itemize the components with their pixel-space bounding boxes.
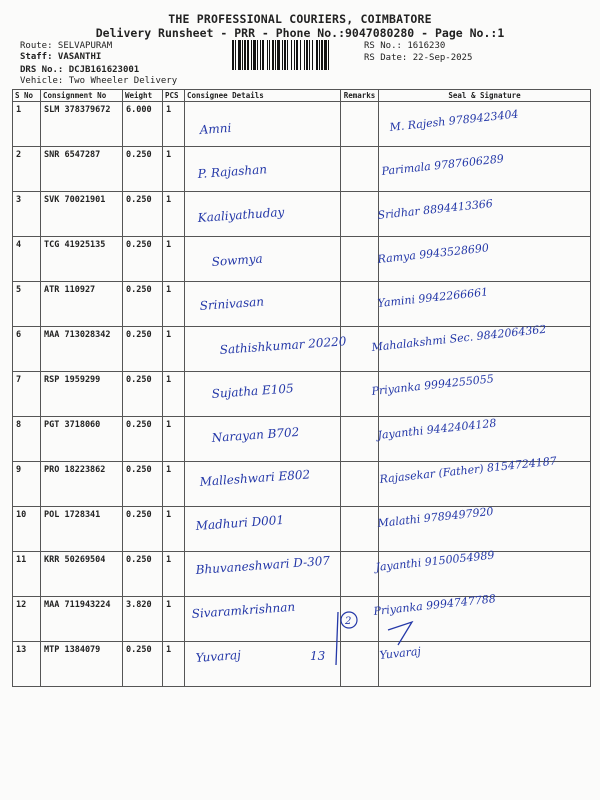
consignee-signature: Madhuri D001	[195, 512, 285, 533]
signature-cell	[379, 417, 591, 462]
sno-cell: 1	[13, 102, 41, 147]
consignment-cell: POL 1728341	[41, 507, 123, 552]
runsheet-table	[12, 89, 591, 687]
consignment-cell: KRR 50269504	[41, 552, 123, 597]
barcode-bar	[309, 40, 310, 70]
barcode-bar	[253, 40, 256, 70]
weight-cell: 3.820	[123, 597, 163, 642]
consignee-signature: Srinivasan	[199, 294, 265, 313]
weight-cell: 0.250	[123, 462, 163, 507]
weight-cell: 6.000	[123, 102, 163, 147]
table-row	[13, 102, 591, 147]
weight-cell: 0.250	[123, 417, 163, 462]
sno-cell: 13	[13, 642, 41, 687]
signature-cell	[379, 102, 591, 147]
pcs-cell: 1	[163, 147, 185, 192]
remarks-cell	[341, 642, 379, 687]
barcode-bar	[272, 40, 274, 70]
barcode-bar	[260, 40, 261, 70]
weight-cell: 0.250	[123, 147, 163, 192]
consignee-cell	[185, 192, 341, 237]
recipient-signature: Mahalakshmi Sec. 9842064362	[370, 322, 547, 354]
remarks-cell	[341, 147, 379, 192]
barcode-bar	[321, 40, 323, 70]
barcode-bar	[324, 40, 327, 70]
circled-number: 2	[345, 616, 352, 627]
sno-cell: 11	[13, 552, 41, 597]
remarks-cell	[341, 417, 379, 462]
recipient-signature: Ramya 9943528690	[376, 241, 490, 266]
recipient-signature: Priyanka 9994747788	[372, 592, 497, 618]
signature-cell	[379, 327, 591, 372]
recipient-signature: Jayanthi 9442404128	[376, 416, 498, 442]
barcode-bar	[277, 40, 280, 70]
weight-cell: 0.250	[123, 192, 163, 237]
weight-cell: 0.250	[123, 237, 163, 282]
barcode-bar	[316, 40, 318, 70]
sno-cell: 6	[13, 327, 41, 372]
recipient-signature: Yuvaraj	[378, 644, 422, 662]
pcs-cell: 1	[163, 372, 185, 417]
pcs-cell: 1	[163, 642, 185, 687]
sno-cell: 9	[13, 462, 41, 507]
consignee-signature: Bhuvaneshwari D-307	[195, 553, 331, 577]
col-weight: Weight	[123, 90, 163, 102]
consignee-cell	[185, 597, 341, 642]
table-header-row	[13, 90, 591, 102]
consignee-signature: Amni	[199, 120, 232, 137]
sno-cell: 4	[13, 237, 41, 282]
recipient-signature: Sridhar 8894413366	[376, 196, 494, 222]
table-row	[13, 462, 591, 507]
consignee-cell	[185, 147, 341, 192]
consignee-cell	[185, 237, 341, 282]
consignee-cell	[185, 552, 341, 597]
remarks-cell	[341, 102, 379, 147]
consignment-cell: MAA 713028342	[41, 327, 123, 372]
barcode-bar	[242, 40, 243, 70]
route-label: Route: SELVAPURAM	[20, 41, 113, 51]
barcode-bar	[262, 40, 264, 70]
vehicle-label: Vehicle: Two Wheeler Delivery	[20, 76, 178, 86]
pcs-cell: 1	[163, 462, 185, 507]
barcode-bar	[251, 40, 252, 70]
table-row	[13, 507, 591, 552]
barcode-bar	[269, 40, 270, 70]
signature-cell	[379, 507, 591, 552]
consignment-cell: SVK 70021901	[41, 192, 123, 237]
consignee-cell	[185, 327, 341, 372]
consignee-cell	[185, 507, 341, 552]
barcode-bar	[319, 40, 320, 70]
pcs-cell: 1	[163, 237, 185, 282]
drs-label: DRS No.: DCJB161623001	[20, 65, 140, 75]
barcode-bar	[238, 40, 241, 70]
consignee-cell	[185, 642, 341, 687]
pcs-cell: 1	[163, 552, 185, 597]
barcode-bar	[275, 40, 276, 70]
remarks-cell	[341, 237, 379, 282]
consignee-signature: Yuvaraj	[195, 647, 242, 665]
consignment-cell: MAA 711943224	[41, 597, 123, 642]
weight-cell: 0.250	[123, 372, 163, 417]
barcode-bar	[284, 40, 286, 70]
signature-cell	[379, 372, 591, 417]
table-row	[13, 282, 591, 327]
barcode-bar	[235, 40, 236, 70]
col-pcs: PCS	[163, 90, 185, 102]
rs-date-label: RS Date: 22-Sep-2025	[364, 53, 473, 63]
pcs-cell: 1	[163, 597, 185, 642]
table-row	[13, 417, 591, 462]
barcode	[232, 40, 360, 70]
sno-cell: 12	[13, 597, 41, 642]
consignment-cell: SLM 378379672	[41, 102, 123, 147]
signature-cell	[379, 462, 591, 507]
col-consignment: Consignment No	[41, 90, 123, 102]
recipient-signature: Priyanka 9994255055	[370, 372, 495, 398]
pcs-cell: 1	[163, 282, 185, 327]
col-sno: S No	[13, 90, 41, 102]
recipient-signature: Jayanthi 9150054989	[374, 548, 496, 574]
consignment-cell: RSP 1959299	[41, 372, 123, 417]
staff-label: Staff: VASANTHI	[20, 52, 102, 62]
consignment-cell: ATR 110927	[41, 282, 123, 327]
col-remarks: Remarks	[341, 90, 379, 102]
table-row	[13, 237, 591, 282]
consignee-signature: Kaaliyathuday	[197, 204, 285, 225]
weight-cell: 0.250	[123, 552, 163, 597]
col-signature: Seal & Signature	[379, 90, 591, 102]
consignee-signature: Sowmya	[211, 251, 264, 269]
consignee-cell	[185, 282, 341, 327]
consignment-cell: MTP 1384079	[41, 642, 123, 687]
pcs-cell: 1	[163, 507, 185, 552]
table-row	[13, 147, 591, 192]
signature-cell	[379, 552, 591, 597]
barcode-bar	[232, 40, 234, 70]
pcs-cell: 1	[163, 102, 185, 147]
sno-cell: 3	[13, 192, 41, 237]
remarks-cell	[341, 192, 379, 237]
consignment-cell: PRO 18223862	[41, 462, 123, 507]
pcs-cell: 1	[163, 192, 185, 237]
signature-cell	[376, 192, 591, 237]
sno-cell: 5	[13, 282, 41, 327]
weight-cell: 0.250	[123, 282, 163, 327]
table-row	[13, 597, 591, 642]
signature-cell	[379, 147, 591, 192]
weight-cell: 0.250	[123, 507, 163, 552]
runsheet-title: Delivery Runsheet - PRR - Phone No.:9047080280 - Page No.:1	[95, 26, 505, 40]
recipient-signature: Rajasekar (Father) 8154724187	[378, 454, 558, 486]
consignee-cell	[185, 462, 341, 507]
sno-cell: 2	[13, 147, 41, 192]
consignment-cell: TCG 41925135	[41, 237, 123, 282]
barcode-bar	[282, 40, 283, 70]
signature-cell	[379, 642, 591, 687]
consignee-cell	[185, 372, 341, 417]
sno-cell: 8	[13, 417, 41, 462]
barcode-bar	[304, 40, 305, 70]
remarks-cell	[341, 372, 379, 417]
pcs-cell: 1	[163, 417, 185, 462]
consignee-cell	[185, 417, 341, 462]
sno-cell: 7	[13, 372, 41, 417]
barcode-bar	[300, 40, 301, 70]
remarks-cell	[341, 462, 379, 507]
table-row	[13, 327, 591, 372]
barcode-bar	[294, 40, 295, 70]
barcode-bar	[306, 40, 308, 70]
barcode-bar	[244, 40, 246, 70]
table-row	[13, 642, 591, 687]
table-row	[13, 192, 591, 237]
col-consignee: Consignee Details	[185, 90, 341, 102]
barcode-bar	[312, 40, 313, 70]
barcode-bar	[257, 40, 258, 70]
signature-cell	[376, 282, 591, 327]
table-row	[13, 372, 591, 417]
remarks-cell	[341, 507, 379, 552]
consignment-cell: PGT 3718060	[41, 417, 123, 462]
table-row	[13, 552, 591, 597]
consignee-signature: Sathishkumar 20220	[219, 334, 347, 357]
barcode-bar	[328, 40, 329, 70]
barcode-bar	[291, 40, 292, 70]
rs-no-label: RS No.: 1616230	[364, 41, 446, 51]
remarks-cell	[341, 552, 379, 597]
recipient-signature: Parimala 9787606289	[380, 152, 505, 178]
remarks-cell	[341, 282, 379, 327]
signature-cell	[379, 597, 591, 642]
weight-cell: 0.250	[123, 642, 163, 687]
consignee-signature: Sivaramkrishnan	[191, 599, 296, 621]
consignment-cell: SNR 6547287	[41, 147, 123, 192]
sno-cell: 10	[13, 507, 41, 552]
consignee-signature: Narayan B702	[211, 424, 300, 445]
consignee-signature: Sujatha E105	[211, 381, 295, 401]
remarks-cell	[341, 597, 379, 642]
pcs-cell: 1	[163, 327, 185, 372]
weight-cell: 0.250	[123, 327, 163, 372]
recipient-signature: Malathi 9789497920	[376, 504, 495, 530]
barcode-bar	[287, 40, 288, 70]
recipient-signature: Yamini 9942266661	[376, 285, 489, 310]
company-title: THE PROFESSIONAL COURIERS, COIMBATORE	[168, 12, 432, 26]
consignee-signature: Malleshwari E802	[199, 467, 311, 489]
recipient-signature: M. Rajesh 9789423404	[388, 107, 520, 134]
consignee-cell	[185, 102, 341, 147]
signature-cell	[379, 237, 591, 282]
barcode-bar	[296, 40, 298, 70]
handwritten-number: 13	[310, 649, 326, 663]
barcode-bar	[267, 40, 268, 70]
barcode-bar	[247, 40, 249, 70]
remarks-cell	[341, 327, 379, 372]
consignee-signature: P. Rajashan	[197, 162, 268, 181]
